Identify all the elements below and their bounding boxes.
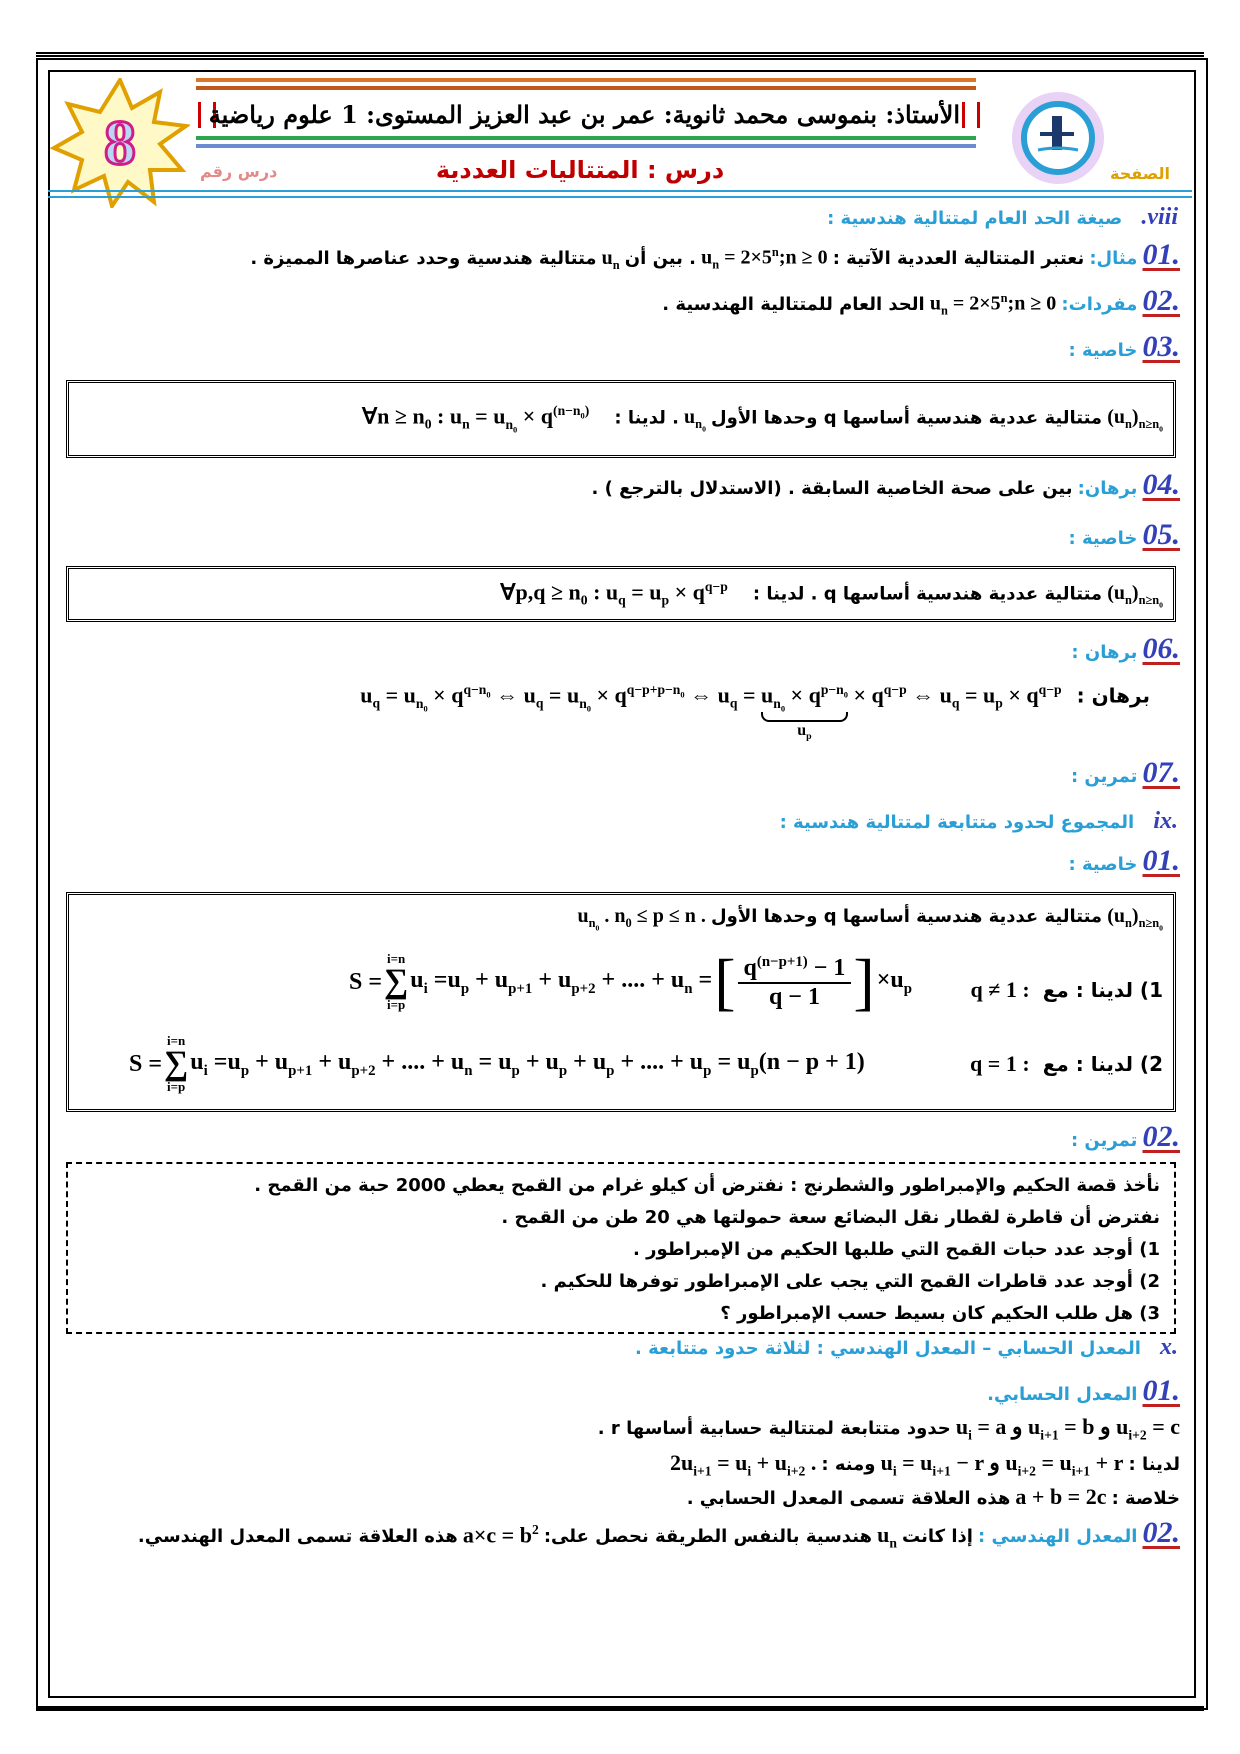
item-viii-04: [591, 468, 1180, 502]
property-formula: ∀n ≥ $n_0$ : $u_n = u_{n_0} \times q^{(n-n_0)}$: [362, 403, 590, 435]
property-box-3: [66, 892, 1176, 1112]
item-number: .07: [1142, 756, 1180, 789]
item-keyword: مثال:: [1089, 248, 1138, 269]
underbrace: [761, 712, 848, 722]
property-box-1: [66, 380, 1176, 458]
lesson-number-label: درس رقم: [200, 162, 278, 181]
item-viii-07: [1071, 756, 1180, 790]
item-keyword: خاصية :: [1068, 340, 1138, 361]
item-viii-06: [1071, 632, 1180, 666]
page-label: الصفحة: [1110, 164, 1171, 183]
arith-text: حدود متتابعة لمتتالية حسابية أساسها r .: [597, 1418, 951, 1439]
item-x-02: [138, 1516, 1180, 1551]
item-keyword: تمرين :: [1070, 766, 1138, 787]
bottom-rule: [36, 1706, 1204, 1711]
item-number: .04: [1142, 468, 1180, 501]
item-number: .05: [1142, 518, 1180, 551]
section-title: صيغة الحد العام لمتتالية هندسية :: [827, 208, 1123, 229]
header-stripes-top: [196, 78, 976, 92]
item-number: .02: [1142, 284, 1180, 317]
item-text: بين على صحة الخاصية السابقة . (الاستدلال بالترجع ) .: [591, 478, 1073, 499]
item-keyword: خاصية :: [1068, 528, 1138, 549]
item-math: $u_n$: [877, 1522, 897, 1551]
first-term: $u_{n_0}$: [684, 406, 706, 434]
item-number: .02: [1142, 1516, 1180, 1549]
section-title: المجموع لحدود متتابعة لمتتالية هندسية :: [779, 812, 1135, 833]
arith-label: لدينا :: [1128, 1454, 1180, 1475]
item-number: .01: [1142, 844, 1180, 877]
arith-text: هذه العلاقة تسمى المعدل الحسابي .: [686, 1488, 1011, 1509]
exercise-lines: [254, 1170, 1160, 1330]
arith-label: خلاصة :: [1111, 1488, 1180, 1509]
lesson-star-badge: [50, 78, 190, 208]
section-x-heading: [635, 1334, 1178, 1361]
item-ix-02: [1071, 1120, 1180, 1154]
item-keyword: المعدل الحسابي.: [987, 1384, 1138, 1405]
badge-number: 8: [104, 107, 136, 178]
arith-math: $u_i = a$ و $u_{i+1} = b$ و $u_{i+2} = c$: [955, 1414, 1180, 1443]
item-text: الحد العام للمتتالية الهندسية .: [662, 294, 925, 315]
case-2-label: 2) لدينا : مع q = 1 :: [970, 1051, 1163, 1076]
item-text-2: هندسية بالنفس الطريقة نحصل على:: [543, 1526, 873, 1547]
header-stripes-bottom: [196, 136, 976, 150]
item-number: .01: [1142, 1374, 1180, 1407]
header-bars-right: [962, 102, 980, 128]
item-number: .01: [1142, 238, 1180, 271]
section-number: .x: [1160, 1334, 1178, 1360]
item-math: $u_n$ = $2\times 5^n;n \ge 0$: [701, 245, 828, 272]
seq-notation: $(u_n)_{n\ge n_0}$: [1107, 905, 1163, 933]
top-rule: [36, 52, 1204, 57]
item-viii-02: [662, 284, 1180, 319]
proof-formula: $u_q = u_{n_0} \times q^{q-n_0}$ ⇔ $u_q = u_{n_0} \times q^{q-p+p-n_0}$ ⇔ $u_q = u_{n_0} \times q^{p-n_0}$ $u_p$ × $q^{q-p}$ ⇔ $u_q = u_p \times q^{q-p}$: [360, 682, 1062, 743]
teacher-line: الأستاذ: بنموسى محمد ثانوية: عمر بن عبد العزيز المستوى: 1 علوم رياضية: [208, 100, 960, 129]
property-text: [500, 579, 1163, 610]
item-keyword: مفردات:: [1061, 294, 1138, 315]
lesson-title: درس : المتتاليات العددية: [435, 156, 725, 184]
section-ix-heading: [780, 808, 1178, 835]
property-text: [362, 403, 1163, 434]
item-math-2: $u_n$: [601, 247, 620, 272]
item-keyword: برهان :: [1071, 642, 1138, 663]
arith-line-2: [670, 1450, 1180, 1479]
item-ix-01: [1069, 844, 1180, 878]
seq-notation: $(u_n)_{n\ge n_0}$: [1107, 582, 1163, 610]
arith-math: $u_i = u_{i+1} - r$ و $u_{i+2} = u_{i+1} + r$: [880, 1450, 1124, 1479]
exercise-box: [66, 1162, 1176, 1334]
item-text-3: متتالية هندسية وحدد عناصرها المميزة .: [250, 248, 597, 269]
exercise-line: نأخذ قصة الحكيم والإمبراطور والشطرنج : نفترض أن كيلو غرام من القمح يعطي 2000 حبة من القمح .: [254, 1175, 1160, 1196]
section-number: .ix: [1153, 808, 1178, 834]
item-keyword: المعدل الهندسي :: [978, 1526, 1138, 1547]
arith-text: ومنه :: [821, 1454, 876, 1475]
item-text-3: هذه العلاقة تسمى المعدل الهندسي.: [137, 1526, 458, 1547]
arith-math-2: $2u_{i+1} = u_i + u_{i+2}$ .: [669, 1450, 817, 1479]
exercise-line: نفترض أن قاطرة لقطار نقل البضائع سعة حمولتها هي 20 طن من القمح .: [501, 1207, 1160, 1228]
item-text-2: . بين أن: [624, 248, 696, 269]
proof-line: [360, 682, 1150, 743]
item-viii-03: [1069, 330, 1180, 364]
item-math-2: $a\times c = b^2$: [462, 1521, 539, 1547]
item-text: إذا كانت: [902, 1526, 973, 1547]
seq-notation: $(u_n)_{n\ge n_0}$: [1107, 406, 1163, 434]
case-1-formula: S = i=n ∑ i=p $u_i =u_p + u_{p+1} + u_{p+2}$ + .... + $u_n$ = [ $\frac{q^{(n-p+1)} - 1}{q - 1}$ ] $\times u_p$: [349, 946, 913, 1017]
item-text: نعتبر المتتالية العددية الآتية :: [832, 248, 1085, 269]
arith-line-3: [687, 1484, 1180, 1510]
property-formula: ∀p,q ≥ $n_0$ : $u_q = u_p \times q^{q-p}$: [500, 579, 728, 608]
school-logo: [1008, 88, 1108, 188]
property-line: متتالية عددية هندسية أساسها q وحدها الأول: [711, 407, 1103, 429]
item-viii-01: [250, 238, 1180, 273]
item-math: $u_n$ = $2\times 5^n;n \ge 0$: [929, 291, 1057, 318]
item-number: .02: [1142, 1120, 1180, 1153]
section-viii-heading: [827, 204, 1178, 231]
item-viii-05: [1069, 518, 1180, 552]
sum-intro: [578, 905, 1163, 932]
exercise-line: 3) هل طلب الحكيم كان بسيط حسب الإمبراطور ؟: [720, 1303, 1160, 1324]
header-blue-rule: [48, 190, 1192, 198]
item-x-01: [987, 1374, 1180, 1408]
property-line: متتالية عددية هندسية أساسها q . لدينا :: [752, 583, 1103, 605]
arith-math: a + b = 2c: [1015, 1484, 1107, 1509]
first-term: $u_{n_0}$ . $n_0 \le p \le n$ .: [577, 905, 706, 933]
section-title: المعدل الحسابي – المعدل الهندسي : لثلاثة حدود متتابعة .: [635, 1338, 1141, 1359]
item-number: .03: [1142, 330, 1180, 363]
case-1-label: 1) لدينا : مع q ≠ 1 :: [970, 977, 1163, 1002]
property-line-2: . لدينا :: [614, 407, 679, 429]
item-keyword: برهان:: [1077, 478, 1138, 499]
case-2-formula: S = i=n ∑ i=p $u_i =u_p + u_{p+1} + u_{p+2}$ + .... + $u_n = u_p + u_p + u_p$ + .... + $u_p = u_p(n - p + 1)$: [129, 1033, 865, 1094]
section-number: viii.: [1141, 204, 1178, 230]
item-number: .06: [1142, 632, 1180, 665]
proof-label: برهان :: [1076, 683, 1150, 708]
underbrace-label: $u_p$: [797, 722, 812, 743]
item-keyword: خاصية :: [1068, 854, 1138, 875]
arith-line-1: [598, 1414, 1180, 1443]
item-keyword: تمرين :: [1070, 1130, 1138, 1151]
sum-intro-text: متتالية عددية هندسية أساسها q وحدها الأول: [711, 906, 1103, 927]
property-box-2: [66, 566, 1176, 622]
exercise-line: 2) أوجد عدد قاطرات القمح التي يجب على الإمبراطور توفرها للحكيم .: [540, 1271, 1160, 1292]
exercise-line: 1) أوجد عدد حبات القمح التي طلبها الحكيم من الإمبراطور .: [633, 1239, 1160, 1260]
